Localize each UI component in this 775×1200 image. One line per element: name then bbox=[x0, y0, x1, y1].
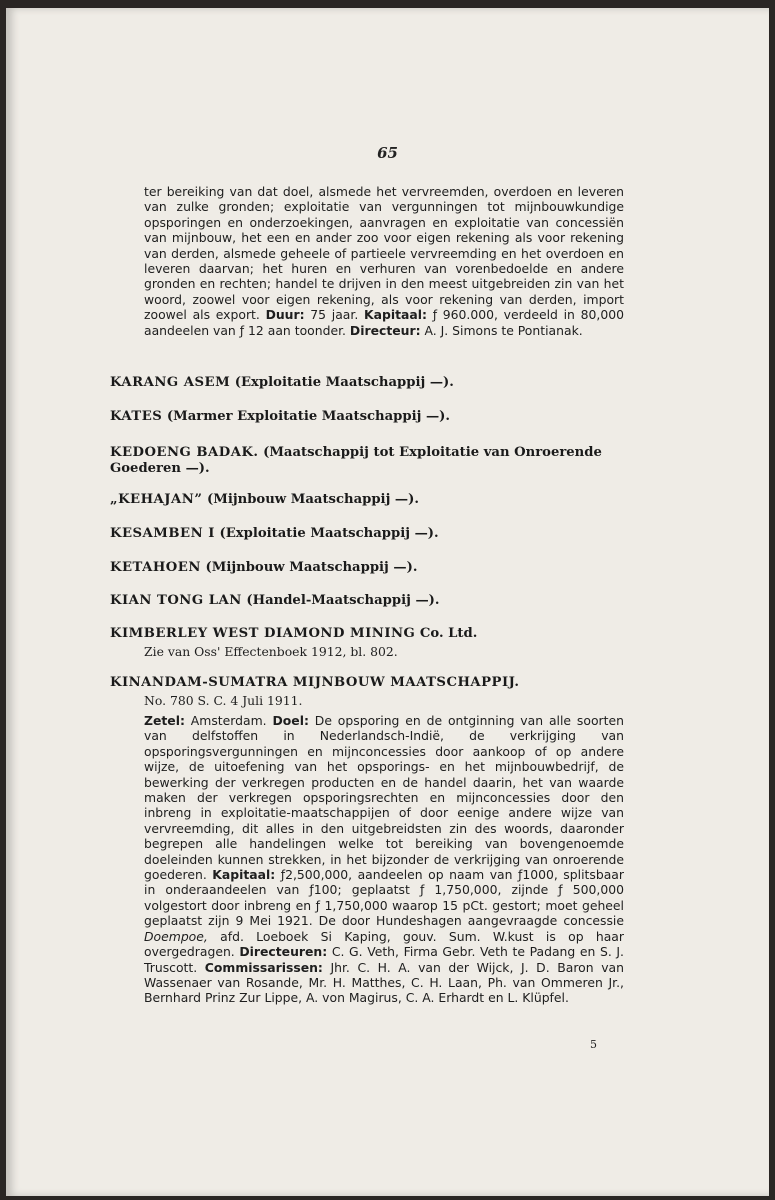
kinandam-kapitaal-value: ƒ2,500,000, aandeelen op naam van ƒ1000, splitsbaar in onderaandeelen van ƒ100; geplaatst ƒ 1,750,000, zijnde ƒ 500,000 volgestort door inbreng en ƒ 1,750,000 waarop 15 pCt. gestort; moet geheel geplaatst zijn 9 Mei 1921. De door Hundeshagen aangevraagde concessie bbox=[144, 867, 624, 929]
kapitaal-value: ƒ 960.000, verdeeld in 80,000 aandeelen van ƒ 12 aan toonder. bbox=[144, 307, 624, 338]
directeuren-label: Directeuren: bbox=[239, 944, 328, 960]
entry-desc: (Mijnbouw Maatschappij —). bbox=[205, 560, 418, 575]
entry-desc: (Handel-Maatschappij —). bbox=[246, 593, 440, 608]
zetel-value: Amsterdam. bbox=[190, 713, 267, 728]
directeuren-value: C. G. Veth, Firma Gebr. Veth te Padang en S. J. Truscott. bbox=[144, 944, 624, 975]
doel-label: Doel: bbox=[272, 713, 309, 728]
commissarissen-value: Jhr. C. H. A. van der Wijck, J. D. Baron van Wassenaer van Rosande, Mr. H. Matthes, C. H. Laan, Ph. van Ommeren Jr., Bernhard Prinz Zur Lippe, A. von Magirus, C. A. Erhardt en L. Klüpfel. bbox=[144, 959, 624, 1006]
kinandam-registration: No. 780 S. C. 4 Juli 1911. bbox=[144, 693, 303, 708]
kinandam-title: KINANDAM-SUMATRA MIJNBOUW MAATSCHAPPIJ. bbox=[110, 675, 520, 690]
doel-value: De opsporing en de ontginning van alle soorten van delfstoffen in Nederlandsch-Indië, de verkrijging van opsporingsvergunningen en mijnconcessies door aankoop of op andere wijze, de uitoefening van het opsporings- en het mijnbouwbedrijf, de bewerking der verkregen producten en de handel daarin, het van waarde maken der verkregen opsporingsrechten en mijnconcessies door den inbreng in exploitatie-maatschappijen of door eenige andere wijze van vervreemding, dit alles in den uitgebreidsten zin des woords, daaronder begrepen alle handelingen welke tot bereiking van bovengenoemde doeleinden kunnen strekken, in het bijzonder de verkrijging van onroerende goederen. bbox=[144, 713, 624, 883]
zetel-label: Zetel: bbox=[144, 713, 185, 728]
directeur-label: Directeur: bbox=[349, 322, 421, 338]
kinandam-kapitaal-label: Kapitaal: bbox=[212, 867, 276, 883]
concessie-rest: afd. Loeboek Si Kaping, gouv. Sum. W.kust is op haar overgedragen. bbox=[144, 928, 624, 960]
intro-body: ter bereiking van dat doel, alsmede het vervreemden, overdoen en leveren van zulke gronden; exploitatie van vergunningen tot mijnbouwkundige opsporingen en onderzoekingen, aanvragen en exploitatie van concessiën van mijnbouw, het een en ander zoo voor eigen rekening als voor rekening van derden, alsmede geheele of partieele vervreemding en het overdoen en leveren daarvan; het huren en verhuren van vorenbedoelde en andere gronden en rechten; handel te drijven in den meest uitgebreiden zin van het woord, zoowel voor eigen rekening, als voor rekening van derden, import zoowel als export. bbox=[144, 184, 624, 323]
entry-heading bbox=[110, 445, 630, 477]
entry-heading bbox=[110, 526, 630, 542]
kapitaal-label: Kapitaal: bbox=[364, 307, 427, 323]
entry-desc: (Exploitatie Maatschappij —). bbox=[234, 375, 454, 390]
signature-mark: 5 bbox=[590, 1038, 597, 1051]
kimberley-reference: Zie van Oss' Effectenboek 1912, bl. 802. bbox=[144, 644, 398, 659]
entry-name: „KEHAJAN” bbox=[110, 492, 203, 507]
directeur-value: A. J. Simons te Pontianak. bbox=[424, 322, 583, 338]
entry-heading bbox=[110, 409, 630, 425]
concessie-name: Doempoe, bbox=[144, 928, 208, 944]
duur-label: Duur: bbox=[265, 307, 305, 323]
entry-desc: (Mijnbouw Maatschappij —). bbox=[207, 492, 419, 507]
entry-desc: (Maatschappij tot Exploitatie van Onroerende Goederen —). bbox=[110, 445, 602, 476]
entry-name: KEDOENG BADAK. bbox=[110, 445, 259, 460]
entry-heading bbox=[110, 560, 630, 576]
commissarissen-label: Commissarissen: bbox=[204, 959, 323, 975]
duur-value: 75 jaar. bbox=[310, 307, 359, 323]
entry-heading bbox=[110, 593, 630, 609]
entry-heading bbox=[110, 375, 630, 391]
entry-desc: (Marmer Exploitatie Maatschappij —). bbox=[166, 409, 451, 424]
entry-name: KIAN TONG LAN bbox=[110, 593, 242, 608]
page-number: 65 bbox=[377, 144, 398, 162]
entry-name: KARANG ASEM bbox=[110, 375, 231, 390]
intro-paragraph bbox=[144, 184, 624, 338]
entry-desc: (Exploitatie Maatschappij —). bbox=[219, 526, 439, 541]
entry-name: KETAHOEN bbox=[110, 560, 201, 575]
entry-heading bbox=[110, 626, 630, 642]
entry-desc: Co. Ltd. bbox=[419, 626, 478, 641]
entry-name: KIMBERLEY WEST DIAMOND MINING bbox=[110, 626, 416, 641]
kinandam-body bbox=[144, 713, 624, 1006]
document-page bbox=[6, 8, 769, 1196]
entry-heading bbox=[110, 492, 630, 508]
kinandam-heading bbox=[110, 675, 630, 691]
entry-name: KESAMBEN I bbox=[110, 526, 215, 541]
entry-name: KATES bbox=[110, 409, 163, 424]
